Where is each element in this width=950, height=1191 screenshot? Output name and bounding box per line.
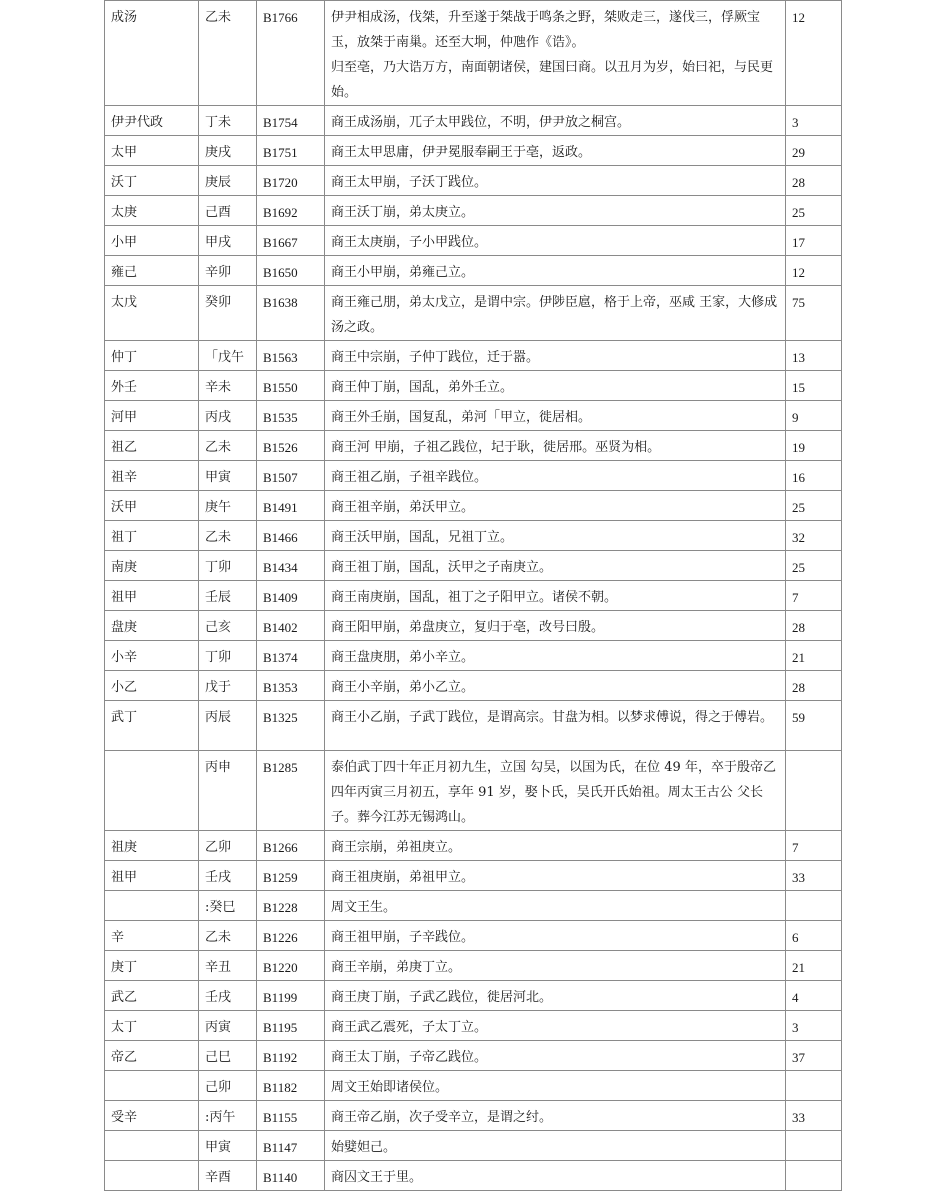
ruler-name: 祖甲: [105, 861, 199, 891]
event-paragraph: 商王祖丁崩，国乱，沃甲之子南庚立。: [331, 560, 553, 575]
event-paragraph: 商王宗崩，弟祖庚立。: [331, 840, 462, 855]
table-row: [105, 921, 842, 951]
reign-years: 32: [786, 521, 842, 551]
table-row: [105, 136, 842, 166]
event-text: [325, 341, 786, 371]
reign-years: [786, 1131, 842, 1161]
event-paragraph: 商王雍己朋，弟太戊立，是谓中宗。伊陟臣扈，格于上帝，巫咸 王家，大修成汤之政。: [331, 295, 778, 335]
event-paragraph: 商王阳甲崩，弟盘庚立，复归于亳，改号曰殷。: [331, 620, 605, 635]
table-row: [105, 491, 842, 521]
table-row: [105, 611, 842, 641]
chronology-table: [104, 0, 842, 1191]
ganzhi-year: 己巳: [199, 1041, 257, 1071]
ganzhi-year: 丁未: [199, 106, 257, 136]
reign-years: 21: [786, 951, 842, 981]
event-text: [325, 106, 786, 136]
ganzhi-year: 「戊午: [199, 341, 257, 371]
reign-years: 19: [786, 431, 842, 461]
reign-years: 3: [786, 106, 842, 136]
event-paragraph: 商王仲丁崩，国乱，弟外壬立。: [331, 380, 514, 395]
bc-year: B1374: [257, 641, 325, 671]
table-row: [105, 106, 842, 136]
reign-years: 29: [786, 136, 842, 166]
bc-year: B1751: [257, 136, 325, 166]
event-text: [325, 891, 786, 921]
ganzhi-year: 癸卯: [199, 286, 257, 341]
bc-year: B1402: [257, 611, 325, 641]
ruler-name: 祖丁: [105, 521, 199, 551]
table-row: [105, 831, 842, 861]
ruler-name: 武丁: [105, 701, 199, 751]
reign-years: 28: [786, 166, 842, 196]
event-text: [325, 641, 786, 671]
ruler-name: [105, 1161, 199, 1191]
table-row: [105, 401, 842, 431]
reign-years: 21: [786, 641, 842, 671]
event-text: [325, 611, 786, 641]
event-text: [325, 701, 786, 751]
ruler-name: 庚丁: [105, 951, 199, 981]
event-text: [325, 166, 786, 196]
ruler-name: 沃丁: [105, 166, 199, 196]
reign-years: 28: [786, 671, 842, 701]
event-paragraph: 商王祖辛崩，弟沃甲立。: [331, 500, 475, 515]
event-paragraph: 商王太庚崩，子小甲践位。: [331, 235, 488, 250]
event-text: [325, 256, 786, 286]
event-text: [325, 491, 786, 521]
event-paragraph: 商王小甲崩，弟雍己立。: [331, 265, 475, 280]
event-text: [325, 461, 786, 491]
reign-years: 6: [786, 921, 842, 951]
bc-year: B1147: [257, 1131, 325, 1161]
ganzhi-year: 乙卯: [199, 831, 257, 861]
bc-year: B1667: [257, 226, 325, 256]
bc-year: B1285: [257, 751, 325, 831]
ganzhi-year: 己亥: [199, 611, 257, 641]
bc-year: B1259: [257, 861, 325, 891]
event-paragraph: 商王小乙崩，子武丁践位，是谓高宗。甘盘为相。以梦求傅说，得之于傅岩。: [331, 710, 774, 725]
table-row: [105, 341, 842, 371]
bc-year: B1226: [257, 921, 325, 951]
ganzhi-year: 丁卯: [199, 551, 257, 581]
bc-year: B1550: [257, 371, 325, 401]
reign-years: 59: [786, 701, 842, 751]
bc-year: B1491: [257, 491, 325, 521]
ruler-name: [105, 1071, 199, 1101]
table-row: [105, 256, 842, 286]
ganzhi-year: 甲寅: [199, 461, 257, 491]
ganzhi-year: 壬辰: [199, 581, 257, 611]
bc-year: B1155: [257, 1101, 325, 1131]
bc-year: B1409: [257, 581, 325, 611]
event-text: [325, 401, 786, 431]
bc-year: B1466: [257, 521, 325, 551]
reign-years: 33: [786, 861, 842, 891]
ruler-name: 沃甲: [105, 491, 199, 521]
event-paragraph: 商王中宗崩，子仲丁践位，迁于嚣。: [331, 350, 540, 365]
ganzhi-year: 丙戌: [199, 401, 257, 431]
table-row: [105, 521, 842, 551]
ganzhi-year: 乙未: [199, 431, 257, 461]
event-paragraph: 商王武乙震死，子太丁立。: [331, 1020, 488, 1035]
bc-year: B1434: [257, 551, 325, 581]
ruler-name: 外壬: [105, 371, 199, 401]
ganzhi-year: 庚戌: [199, 136, 257, 166]
event-paragraph: 商王庚丁崩，子武乙践位，徙居河北。: [331, 990, 553, 1005]
bc-year: B1195: [257, 1011, 325, 1041]
event-text: [325, 521, 786, 551]
ruler-name: 成汤: [105, 1, 199, 106]
event-paragraph: 周文王生。: [331, 900, 397, 915]
ruler-name: [105, 1131, 199, 1161]
reign-years: 3: [786, 1011, 842, 1041]
table-row: [105, 166, 842, 196]
ganzhi-year: 己卯: [199, 1071, 257, 1101]
table-row: [105, 581, 842, 611]
event-paragraph: 归至亳，乃大诰万方，南面朝诸侯，建国曰商。以丑月为岁，始曰祀，与民更始。: [331, 60, 774, 100]
reign-years: 25: [786, 491, 842, 521]
bc-year: B1228: [257, 891, 325, 921]
bc-year: B1220: [257, 951, 325, 981]
ruler-name: 太庚: [105, 196, 199, 226]
reign-years: 75: [786, 286, 842, 341]
reign-years: [786, 751, 842, 831]
event-paragraph: 商王外壬崩，国复乱，弟河「甲立，徙居相。: [331, 410, 592, 425]
reign-years: 33: [786, 1101, 842, 1131]
event-text: [325, 551, 786, 581]
bc-year: B1692: [257, 196, 325, 226]
event-text: [325, 751, 786, 831]
table-row: [105, 1071, 842, 1101]
event-text: [325, 136, 786, 166]
event-paragraph: 周文王始即诸侯位。: [331, 1080, 449, 1095]
ganzhi-year: :癸巳: [199, 891, 257, 921]
event-text: [325, 431, 786, 461]
reign-years: 12: [786, 256, 842, 286]
ganzhi-year: 壬戌: [199, 861, 257, 891]
event-text: [325, 286, 786, 341]
table-row: [105, 1011, 842, 1041]
table-row: [105, 1101, 842, 1131]
event-paragraph: 商王辛崩，弟庚丁立。: [331, 960, 462, 975]
reign-years: 28: [786, 611, 842, 641]
ruler-name: 南庚: [105, 551, 199, 581]
table-row: [105, 1161, 842, 1191]
ganzhi-year: 辛卯: [199, 256, 257, 286]
reign-years: 25: [786, 196, 842, 226]
table-row: [105, 1131, 842, 1161]
event-paragraph: 商王沃丁崩，弟太庚立。: [331, 205, 475, 220]
ganzhi-year: 甲寅: [199, 1131, 257, 1161]
event-text: [325, 831, 786, 861]
reign-years: 4: [786, 981, 842, 1011]
event-text: [325, 371, 786, 401]
bc-year: B1754: [257, 106, 325, 136]
ganzhi-year: 乙未: [199, 921, 257, 951]
ganzhi-year: 己酉: [199, 196, 257, 226]
reign-years: 37: [786, 1041, 842, 1071]
reign-years: [786, 1161, 842, 1191]
table-row: [105, 286, 842, 341]
event-paragraph: 商王太丁崩，子帝乙践位。: [331, 1050, 488, 1065]
table-row: [105, 981, 842, 1011]
bc-year: B1650: [257, 256, 325, 286]
event-text: [325, 1131, 786, 1161]
ruler-name: [105, 891, 199, 921]
ruler-name: [105, 751, 199, 831]
event-paragraph: 商王盘庚朋，弟小辛立。: [331, 650, 475, 665]
bc-year: B1266: [257, 831, 325, 861]
ruler-name: 小乙: [105, 671, 199, 701]
event-paragraph: 商王祖庚崩，弟祖甲立。: [331, 870, 475, 885]
ruler-name: 河甲: [105, 401, 199, 431]
table-row: [105, 891, 842, 921]
event-text: [325, 581, 786, 611]
event-text: [325, 1, 786, 106]
ruler-name: 帝乙: [105, 1041, 199, 1071]
bc-year: B1199: [257, 981, 325, 1011]
bc-year: B1535: [257, 401, 325, 431]
table-row: [105, 1, 842, 106]
table-row: [105, 701, 842, 751]
ganzhi-year: 壬戌: [199, 981, 257, 1011]
ganzhi-year: 戊于: [199, 671, 257, 701]
reign-years: 16: [786, 461, 842, 491]
table-body: [105, 1, 842, 1191]
event-paragraph: 商王成汤崩，兀子太甲践位，不明，伊尹放之桐宫。: [331, 115, 631, 130]
table-row: [105, 196, 842, 226]
table-row: [105, 371, 842, 401]
bc-year: B1182: [257, 1071, 325, 1101]
event-text: [325, 921, 786, 951]
ganzhi-year: 乙未: [199, 1, 257, 106]
reign-years: 25: [786, 551, 842, 581]
ruler-name: 武乙: [105, 981, 199, 1011]
bc-year: B1766: [257, 1, 325, 106]
bc-year: B1563: [257, 341, 325, 371]
bc-year: B1140: [257, 1161, 325, 1191]
event-paragraph: 商王南庚崩，国乱，祖丁之子阳甲立。诸侯不朝。: [331, 590, 618, 605]
ruler-name: 仲丁: [105, 341, 199, 371]
ruler-name: 辛: [105, 921, 199, 951]
table-row: [105, 951, 842, 981]
event-text: [325, 1161, 786, 1191]
ruler-name: 小辛: [105, 641, 199, 671]
table-row: [105, 1041, 842, 1071]
table-row: [105, 751, 842, 831]
event-text: [325, 1011, 786, 1041]
ganzhi-year: 庚辰: [199, 166, 257, 196]
table-row: [105, 461, 842, 491]
ganzhi-year: 丙申: [199, 751, 257, 831]
ruler-name: 伊尹代政: [105, 106, 199, 136]
event-text: [325, 1071, 786, 1101]
event-paragraph: 商王太甲崩，子沃丁践位。: [331, 175, 488, 190]
event-text: [325, 196, 786, 226]
event-text: [325, 861, 786, 891]
table-row: [105, 226, 842, 256]
reign-years: 17: [786, 226, 842, 256]
ganzhi-year: 丙寅: [199, 1011, 257, 1041]
bc-year: B1353: [257, 671, 325, 701]
ganzhi-year: 辛丑: [199, 951, 257, 981]
ruler-name: 受辛: [105, 1101, 199, 1131]
reign-years: 7: [786, 831, 842, 861]
reign-years: 9: [786, 401, 842, 431]
event-text: [325, 671, 786, 701]
table-row: [105, 641, 842, 671]
table-row: [105, 861, 842, 891]
ganzhi-year: 辛未: [199, 371, 257, 401]
bc-year: B1325: [257, 701, 325, 751]
ruler-name: 祖庚: [105, 831, 199, 861]
reign-years: [786, 891, 842, 921]
event-text: [325, 981, 786, 1011]
ganzhi-year: 丙辰: [199, 701, 257, 751]
event-text: [325, 951, 786, 981]
event-text: [325, 1101, 786, 1131]
bc-year: B1526: [257, 431, 325, 461]
bc-year: B1192: [257, 1041, 325, 1071]
ganzhi-year: 辛酉: [199, 1161, 257, 1191]
table-row: [105, 671, 842, 701]
ruler-name: 祖甲: [105, 581, 199, 611]
ruler-name: 太甲: [105, 136, 199, 166]
reign-years: 7: [786, 581, 842, 611]
table-row: [105, 431, 842, 461]
event-paragraph: 商王沃甲崩，国乱，兄祖丁立。: [331, 530, 514, 545]
ganzhi-year: 甲戌: [199, 226, 257, 256]
bc-year: B1638: [257, 286, 325, 341]
ruler-name: 太丁: [105, 1011, 199, 1041]
ruler-name: 盘庚: [105, 611, 199, 641]
ganzhi-year: 庚午: [199, 491, 257, 521]
ruler-name: 小甲: [105, 226, 199, 256]
reign-years: 13: [786, 341, 842, 371]
reign-years: [786, 1071, 842, 1101]
event-paragraph: 商王祖甲崩，子辛践位。: [331, 930, 475, 945]
event-paragraph: 商王帝乙崩，次子受辛立，是谓之纣。: [331, 1110, 553, 1125]
event-paragraph: 商王太甲思庸，伊尹冕服奉嗣王于亳，返政。: [331, 145, 592, 160]
ruler-name: 祖辛: [105, 461, 199, 491]
ruler-name: 雍己: [105, 256, 199, 286]
reign-years: 15: [786, 371, 842, 401]
bc-year: B1507: [257, 461, 325, 491]
bc-year: B1720: [257, 166, 325, 196]
event-text: [325, 226, 786, 256]
ruler-name: 太戊: [105, 286, 199, 341]
event-paragraph: 商王小辛崩，弟小乙立。: [331, 680, 475, 695]
event-paragraph: 泰伯武丁四十年正月初九生，立国 勾吴，以国为氏，在位 49 年，卒于殷帝乙四年丙寅三月初五，享年 91 岁，娶卜氏，吴氏开氏始祖。周太王古公 父长子。葬今江苏无锡鸿山。: [331, 760, 776, 825]
ruler-name: 祖乙: [105, 431, 199, 461]
ganzhi-year: 丁卯: [199, 641, 257, 671]
event-paragraph: 商囚文王于里。: [331, 1170, 423, 1185]
event-paragraph: 商王河 甲崩，子祖乙践位，圮于耿，徙居邢。巫贤为相。: [331, 440, 661, 455]
reign-years: 12: [786, 1, 842, 106]
ganzhi-year: :丙午: [199, 1101, 257, 1131]
event-paragraph: 商王祖乙崩，子祖辛践位。: [331, 470, 488, 485]
ganzhi-year: 乙未: [199, 521, 257, 551]
event-paragraph: 始嬖妲己。: [331, 1140, 397, 1155]
event-text: [325, 1041, 786, 1071]
table-row: [105, 551, 842, 581]
event-paragraph: 伊尹相成汤，伐桀，升至遂于桀战于鸣条之野，桀败走三，遂伐三，俘厥宝玉，放桀于南巢。还至大坰，仲虺作《诰》。: [331, 10, 761, 50]
